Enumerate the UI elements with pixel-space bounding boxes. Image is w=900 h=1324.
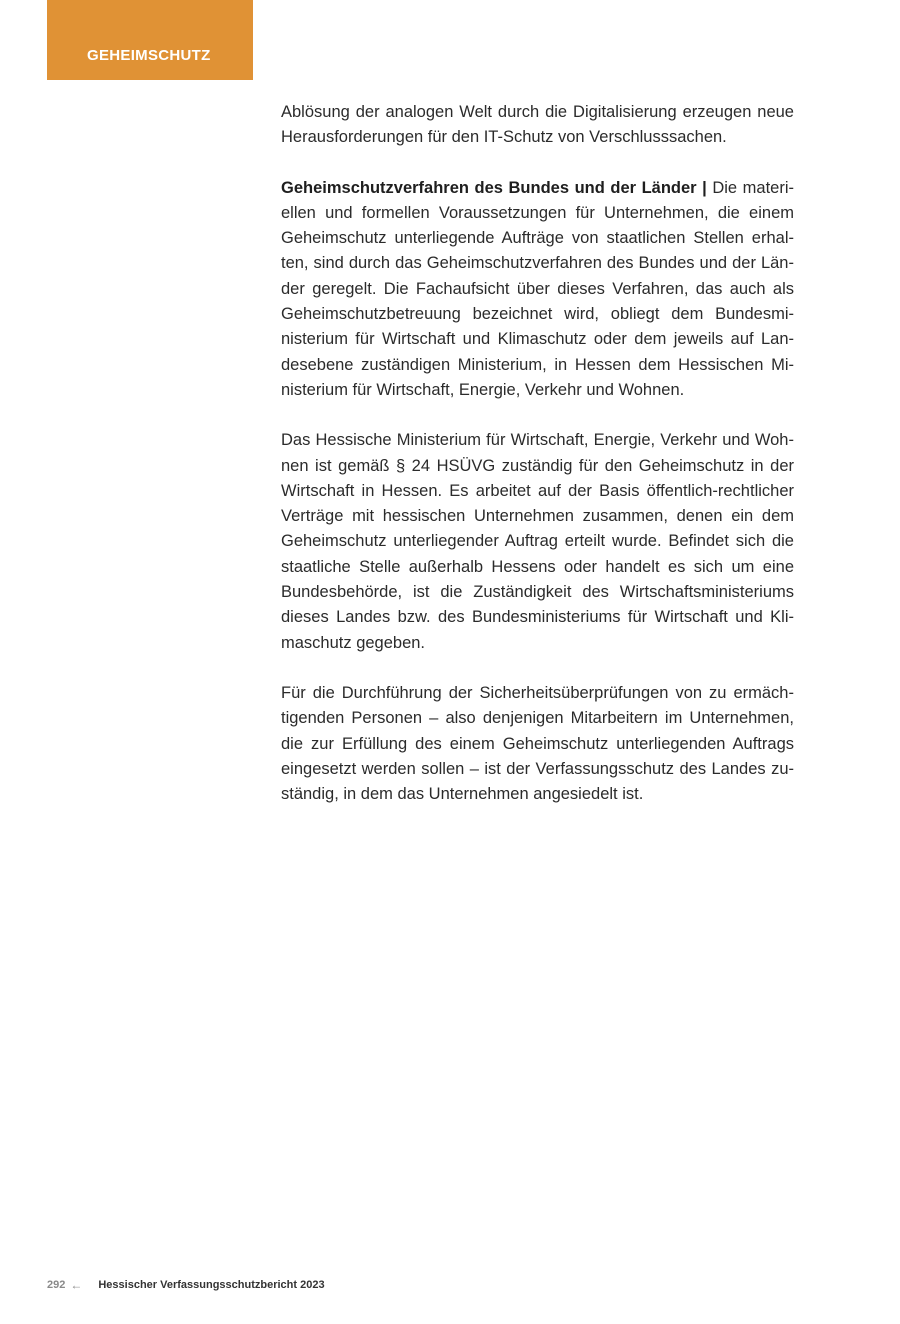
section-tab — [47, 0, 253, 80]
paragraph-4: Für die Durchführung der Sicherheitsüberprüfungen von zu ermächtigenden Personen – also denjenigen Mitarbeitern im Unternehmen, die zur Erfüllung des einem Geheimschutz unterliegenden Auftrags eingesetzt werden sollen – ist der Verfassungsschutz des Landes zuständig, in dem das Unternehmen angesiedelt ist. — [281, 683, 794, 804]
paragraph-2 — [281, 176, 794, 404]
page-number: 292 — [47, 1279, 66, 1291]
paragraph-2-text: Die materiellen und formellen Voraussetzungen für Unternehmen, die einem Geheimschutz unterliegende Aufträge von staatlichen Stellen erhalten, sind durch das Geheimschutzverfahren des Bundes und der Länder geregelt. Die Fachaufsicht über dieses Verfahren, das auch als Geheimschutzbetreuung bezeichnet wird, obliegt dem Bundesministerium für Wirtschaft und Klimaschutz oder dem jeweils auf Landesebene zuständigen Ministerium, in Hessen dem Hessischen Ministerium für Wirtschaft, Energie, Verkehr und Wohnen. — [281, 178, 794, 399]
paragraph-3: Das Hessische Ministerium für Wirtschaft, Energie, Verkehr und Wohnen ist gemäß § 24 HSÜVG zuständig für den Geheimschutz in der Wirtschaft in Hessen. Es arbeitet auf der Basis öffentlich-rechtlicher Verträge mit hessischen Unternehmen zusammen, denen ein dem Geheimschutz unterliegender Auftrag erteilt wurde. Befindet sich die staatliche Stelle außerhalb Hessens oder handelt es sich um eine Bundesbehörde, ist die Zuständigkeit des Wirtschaftsministeriums dieses Landes bzw. des Bundesministeriums für Wirtschaft und Klimaschutz gegeben. — [281, 431, 794, 652]
paragraph-2-heading: Geheimschutzverfahren des Bundes und der Länder | — [281, 178, 707, 197]
section-label: GEHEIMSCHUTZ — [87, 47, 211, 64]
arrow-left-icon[interactable]: ← — [70, 1278, 83, 1292]
footer — [47, 1278, 325, 1292]
paragraph-1: Ablösung der analogen Welt durch die Digitalisierung erzeugen neue Herausforderungen für den IT-Schutz von Verschlusssachen. — [281, 103, 794, 147]
publication-title: Hessischer Verfassungsschutzbericht 2023 — [98, 1279, 325, 1291]
body-text — [281, 100, 794, 832]
